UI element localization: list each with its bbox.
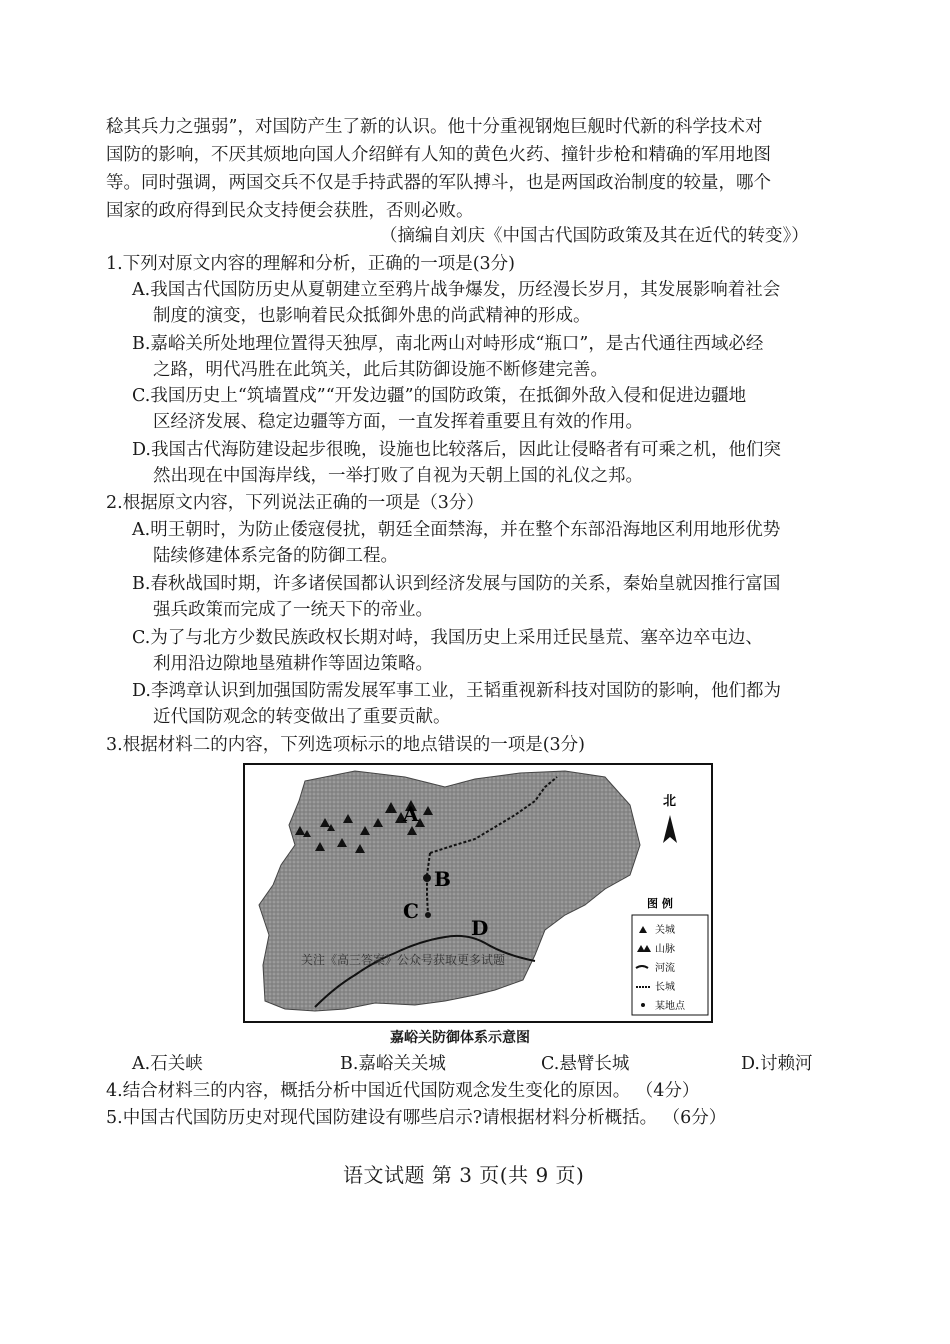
- legend-title: 图 例: [647, 897, 673, 910]
- q2-option-a-cont: 陆续修建体系完备的防御工程。: [153, 546, 398, 566]
- q2-option-c: C.为了与北方少数民族政权长期对峙，我国历史上采用迁民垦荒、塞卒边卒屯边、: [132, 628, 763, 648]
- map-label-a: A: [403, 802, 419, 826]
- q1-stem: 1.下列对原文内容的理解和分析，正确的一项是(3分): [106, 254, 515, 274]
- passage-line: 等。同时强调，两国交兵不仅是手持武器的军队搏斗，也是两国政治制度的较量，哪个: [106, 173, 771, 193]
- q2-option-d-cont: 近代国防观念的转变做出了重要贡献。: [153, 707, 451, 727]
- map-label-b: B: [434, 867, 451, 891]
- q2-option-d: D.李鸿章认识到加强国防需发展军事工业，王韬重视新科技对国防的影响，他们都为: [132, 681, 781, 701]
- legend-point-icon: [641, 1003, 645, 1007]
- legend-item: 关城: [655, 925, 675, 936]
- q1-option-d: D.我国古代海防建设起步很晚，设施也比较落后，因此让侵略者有可乘之机，他们突: [132, 440, 781, 460]
- map-label-d: D: [471, 916, 489, 940]
- q1-option-a-cont: 制度的演变，也影响着民众抵御外患的尚武精神的形成。: [153, 306, 591, 326]
- q1-option-a: A.我国古代国防历史从夏朝建立至鸦片战争爆发，历经漫长岁月，其发展影响着社会: [132, 280, 781, 300]
- pass-icon: [423, 874, 431, 882]
- watermark: 关注《高三答案》公众号获取更多试题: [301, 953, 506, 967]
- q2-option-b: B.春秋战国时期，许多诸侯国都认识到经济发展与国防的关系，秦始皇就因推行富国: [132, 574, 781, 594]
- legend-item: 某地点: [655, 1001, 685, 1012]
- point-icon: [425, 912, 431, 918]
- q2-option-b-cont: 强兵政策而完成了一统天下的帝业。: [153, 600, 433, 620]
- q1-option-b: B.嘉峪关所处地理位置得天独厚，南北两山对峙形成“瓶口”，是古代通往西域必经: [132, 334, 764, 354]
- north-label: 北: [663, 794, 677, 809]
- map-caption: 嘉峪关防御体系示意图: [390, 1030, 530, 1046]
- passage-line: 国防的影响，不厌其烦地向国人介绍鲜有人知的黄色火药、撞针步枪和精确的军用地图: [106, 145, 771, 165]
- legend-item: 长城: [655, 982, 675, 993]
- q2-option-c-cont: 利用沿边隙地垦殖耕作等固边策略。: [153, 654, 433, 674]
- land-area: [259, 771, 640, 1011]
- q1-option-c-cont: 区经济发展、稳定边疆等方面，一直发挥着重要且有效的作用。: [153, 412, 643, 432]
- passage-source: （摘编自刘庆《中国古代国防政策及其在近代的转变》）: [380, 226, 809, 246]
- jiayuguan-map: [243, 763, 713, 1023]
- q3-option-d: D.讨赖河: [741, 1054, 813, 1074]
- north-arrow-icon: [663, 815, 677, 843]
- q2-stem: 2.根据原文内容，下列说法正确的一项是（3分）: [106, 493, 484, 513]
- legend-item: 河流: [655, 963, 675, 974]
- passage-line: 国家的政府得到民众支持便会获胜，否则必败。: [106, 201, 474, 221]
- q1-option-d-cont: 然出现在中国海岸线，一举打败了自视为天朝上国的礼仪之邦。: [153, 466, 643, 486]
- map-label-c: C: [403, 899, 419, 923]
- page-footer: 语文试题 第 3 页(共 9 页): [343, 1163, 585, 1187]
- q1-option-b-cont: 之路，明代冯胜在此筑关，此后其防御设施不断修建完善。: [153, 360, 608, 380]
- q3-option-a: A.石关峡: [132, 1054, 203, 1074]
- q3-stem: 3.根据材料二的内容，下列选项标示的地点错误的一项是(3分): [106, 735, 585, 755]
- q3-option-b: B.嘉峪关关城: [340, 1054, 446, 1074]
- q2-option-a: A.明王朝时，为防止倭寇侵扰，朝廷全面禁海，并在整个东部沿海地区利用地形优势: [132, 520, 781, 540]
- passage-line: 稔其兵力之强弱”，对国防产生了新的认识。他十分重视钢炮巨舰时代新的科学技术对: [106, 117, 763, 137]
- q1-option-c: C.我国历史上“筑墙置戍”“开发边疆”的国防政策，在抵御外敌入侵和促进边疆地: [132, 386, 747, 406]
- q5-stem: 5.中国古代国防历史对现代国防建设有哪些启示?请根据材料分析概括。 （6分）: [106, 1108, 727, 1128]
- q3-option-c: C.悬臂长城: [541, 1054, 630, 1074]
- legend-item: 山脉: [655, 944, 675, 955]
- q4-stem: 4.结合材料三的内容，概括分析中国近代国防观念发生变化的原因。 （4分）: [106, 1081, 700, 1101]
